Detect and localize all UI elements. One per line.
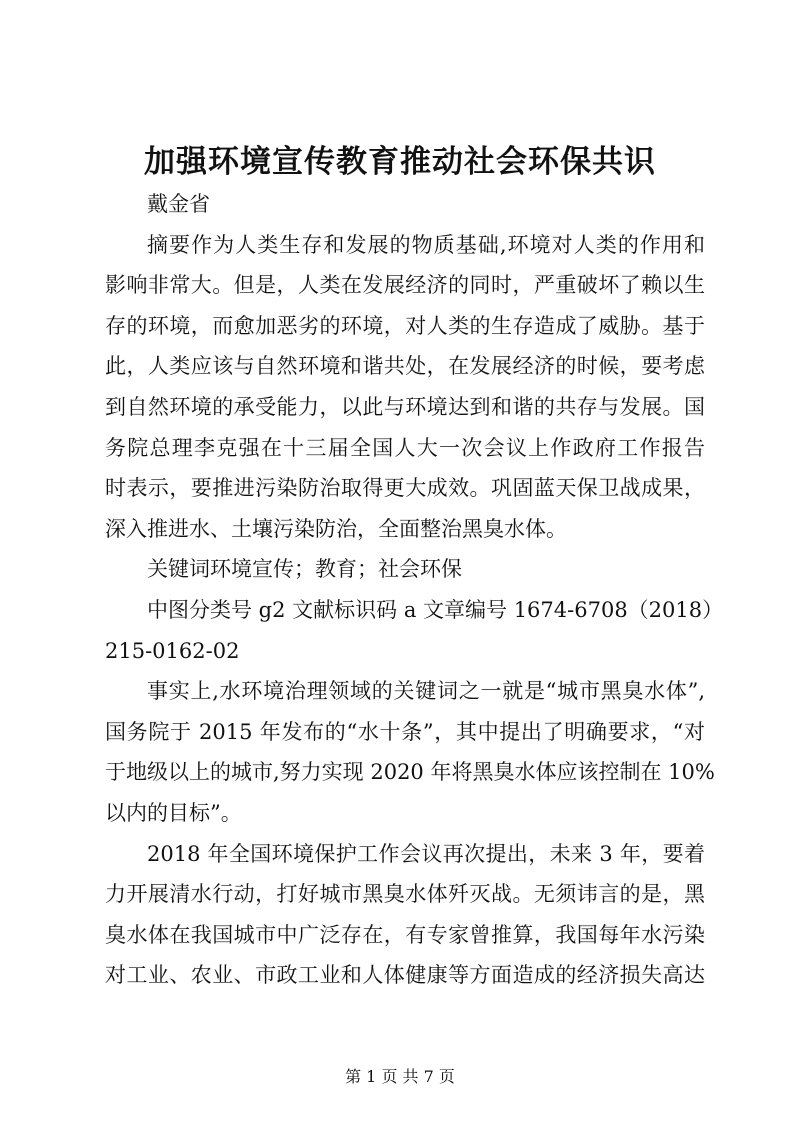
abstract-line: 时表示，要推进污染防治取得更大成效。巩固蓝天保卫战成果， (105, 476, 705, 501)
abstract-line: 到自然环境的承受能力，以此与环境达到和谐的共存与发展。国 (105, 394, 705, 419)
classification-line: 中图分类号 g2 文献标识码 a 文章编号 1674-6708（2018） (147, 597, 724, 622)
abstract-line: 影响非常大。但是，人类在发展经济的同时，严重破坏了赖以生 (105, 273, 705, 298)
paragraph-line: 以内的目标”。 (105, 800, 242, 825)
abstract-line: 此，人类应该与自然环境和谐共处，在发展经济的时候，要考虑 (105, 354, 705, 379)
keywords-line: 关键词环境宣传；教育；社会环保 (147, 557, 462, 582)
classification-line: 215-0162-02 (105, 638, 240, 663)
page-footer: 第 1 页 共 7 页 (345, 1067, 455, 1086)
paragraph-line: 2018 年全国环境保护工作会议再次提出，未来 3 年，要着 (147, 841, 705, 866)
abstract-line: 存的环境，而愈加恶劣的环境，对人类的生存造成了威胁。基于 (105, 313, 705, 338)
abstract-line: 摘要作为人类生存和发展的物质基础,环境对人类的作用和 (147, 232, 705, 257)
author-name: 戴金省 (147, 192, 210, 216)
document-body (105, 184, 724, 996)
paragraph-line: 臭水体在我国城市中广泛存在，有专家曾推算，我国每年水污染 (105, 922, 705, 947)
paragraph-line: 力开展清水行动，打好城市黑臭水体歼灭战。无须讳言的是，黑 (105, 882, 705, 907)
paragraph-line: 于地级以上的城市,努力实现 2020 年将黑臭水体应该控制在 10% (105, 760, 715, 785)
paragraph-line: 国务院于 2015 年发布的“水十条”，其中提出了明确要求，“对 (105, 719, 705, 744)
paragraph-line: 事实上,水环境治理领域的关键词之一就是“城市黑臭水体”, (147, 679, 705, 704)
abstract-line: 深入推进水、土壤污染防治，全面整治黑臭水体。 (105, 516, 567, 541)
paragraph-line: 对工业、农业、市政工业和人体健康等方面造成的经济损失高达 (105, 963, 705, 988)
abstract-line: 务院总理李克强在十三届全国人大一次会议上作政府工作报告 (105, 435, 705, 460)
document-title: 加强环境宣传教育推动社会环保共识 (144, 144, 656, 180)
